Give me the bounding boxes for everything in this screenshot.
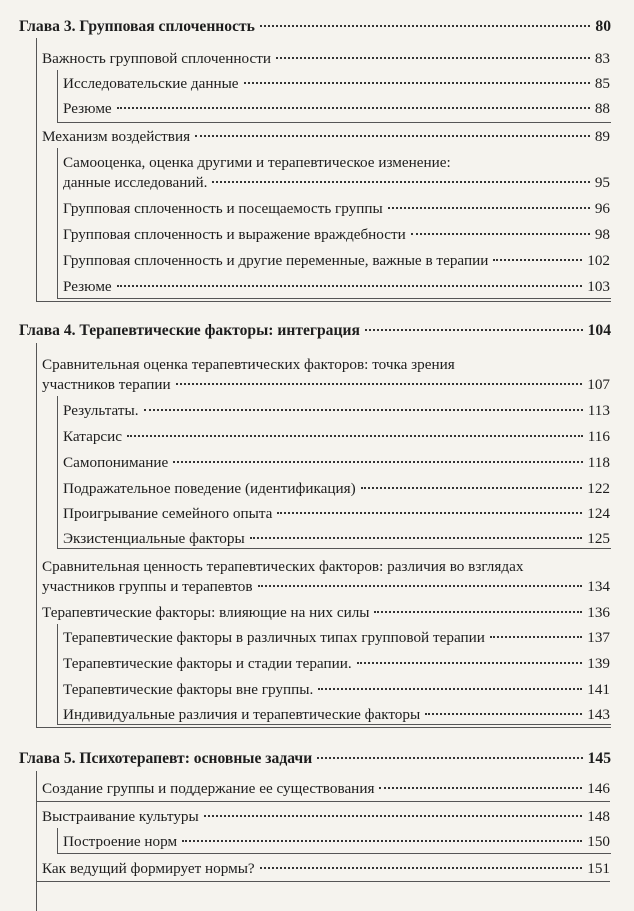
section-underline xyxy=(36,801,610,802)
toc-subsection xyxy=(63,478,610,499)
toc-subsection xyxy=(63,98,610,119)
toc-title: Как ведущий формирует нормы? xyxy=(42,860,255,877)
dot-leader xyxy=(374,611,582,613)
dot-leader xyxy=(260,867,583,869)
toc-section xyxy=(42,806,610,827)
toc-title: участников группы и терапевтов xyxy=(42,578,253,595)
toc-page-number: 113 xyxy=(587,402,610,419)
toc-subsection xyxy=(63,400,610,421)
toc-title: Построение норм xyxy=(63,833,178,850)
toc-page-number: 103 xyxy=(587,278,610,295)
toc-section-line1: Сравнительная ценность терапевтических факторов: различия во взглядах xyxy=(42,558,524,575)
toc-title: данные исследований. xyxy=(63,174,208,191)
toc-title: Подражательное поведение (идентификация) xyxy=(63,480,356,497)
toc-subsection xyxy=(63,198,610,219)
toc-section xyxy=(42,374,610,395)
toc-page-number: 151 xyxy=(587,860,610,877)
toc-title: Выстраивание культуры xyxy=(42,808,199,825)
toc-subsection xyxy=(63,503,610,524)
dot-leader xyxy=(260,25,590,27)
toc-page-number: 125 xyxy=(587,530,610,547)
toc-page-number: 89 xyxy=(594,128,610,145)
toc-page-number: 143 xyxy=(587,706,610,723)
toc-title: Важность групповой сплоченности xyxy=(42,50,271,67)
toc-title: Проигрывание семейного опыта xyxy=(63,505,273,522)
dot-leader xyxy=(117,107,590,109)
dot-leader xyxy=(490,636,582,638)
toc-title: Результаты. xyxy=(63,402,139,419)
toc-title: Катарсис xyxy=(63,428,123,445)
toc-title: Групповая сплоченность и выражение враждебности xyxy=(63,226,406,243)
toc-title: Терапевтические факторы вне группы. xyxy=(63,681,314,698)
dot-leader xyxy=(212,181,589,183)
toc-subsection xyxy=(63,224,610,245)
toc-page-number: 136 xyxy=(587,604,610,621)
toc-page-number: 145 xyxy=(587,750,611,767)
dot-leader xyxy=(117,285,583,287)
dot-leader xyxy=(244,82,590,84)
toc-section xyxy=(42,48,610,69)
toc-subsection xyxy=(63,627,610,648)
toc-section xyxy=(42,858,610,879)
toc-chapter-3 xyxy=(19,16,611,37)
toc-page-number: 137 xyxy=(587,629,610,646)
toc-subsection xyxy=(63,276,610,297)
toc-chapter-5 xyxy=(19,748,611,769)
toc-subsection-line1: Самооценка, оценка другими и терапевтическое изменение: xyxy=(63,154,451,171)
toc-subsection xyxy=(63,426,610,447)
toc-page-number: 95 xyxy=(594,174,610,191)
toc-title: Терапевтические факторы: влияющие на них силы xyxy=(42,604,370,621)
toc-subsection xyxy=(63,528,610,549)
toc-subsection xyxy=(63,831,610,852)
dot-leader xyxy=(250,537,583,539)
toc-page-number: 150 xyxy=(587,833,610,850)
dot-leader xyxy=(379,787,582,789)
dot-leader xyxy=(361,487,583,489)
toc-subsection xyxy=(63,452,610,473)
toc-page-number: 122 xyxy=(587,480,610,497)
toc-title: Глава 5. Психотерапевт: основные задачи xyxy=(19,750,313,767)
toc-page-number: 139 xyxy=(587,655,610,672)
dot-leader xyxy=(144,409,583,411)
toc-title: участников терапии xyxy=(42,376,171,393)
dot-leader xyxy=(127,435,583,437)
dot-leader xyxy=(204,815,583,817)
toc-subsection xyxy=(63,679,610,700)
toc-title: Глава 3. Групповая сплоченность xyxy=(19,18,255,35)
toc-page-number: 102 xyxy=(587,252,610,269)
toc-page-number: 98 xyxy=(594,226,610,243)
dot-leader xyxy=(493,259,582,261)
toc-page-number: 80 xyxy=(595,18,611,35)
toc-page-number: 85 xyxy=(594,75,610,92)
toc-page-number: 146 xyxy=(587,780,610,797)
toc-section xyxy=(42,126,610,147)
dot-leader xyxy=(318,688,582,690)
toc-section xyxy=(42,576,610,597)
toc-page-number: 104 xyxy=(587,322,611,339)
toc-title: Самопонимание xyxy=(63,454,169,471)
toc-subsection xyxy=(63,704,610,725)
toc-page-number: 83 xyxy=(594,50,610,67)
dot-leader xyxy=(182,840,582,842)
dot-leader xyxy=(357,662,583,664)
dot-leader xyxy=(317,757,582,759)
toc-title: Резюме xyxy=(63,100,112,117)
toc-page-number: 134 xyxy=(587,578,610,595)
toc-subsection xyxy=(63,653,610,674)
section-underline xyxy=(36,881,610,882)
dot-leader xyxy=(365,329,583,331)
toc-page-number: 124 xyxy=(587,505,610,522)
dot-leader xyxy=(276,57,590,59)
toc-page-number: 141 xyxy=(587,681,610,698)
toc-title: Экзистенциальные факторы xyxy=(63,530,245,547)
toc-title: Глава 4. Терапевтические факторы: интеграция xyxy=(19,322,360,339)
toc-title: Терапевтические факторы и стадии терапии. xyxy=(63,655,352,672)
toc-subsection xyxy=(63,172,610,193)
toc-title: Индивидуальные различия и терапевтические факторы xyxy=(63,706,421,723)
toc-chapter-4 xyxy=(19,320,611,341)
toc-title: Резюме xyxy=(63,278,112,295)
toc-subsection xyxy=(63,73,610,94)
toc-page-number: 116 xyxy=(587,428,610,445)
toc-title: Групповая сплоченность и другие переменные, важные в терапии xyxy=(63,252,489,269)
toc-page-number: 107 xyxy=(587,376,610,393)
toc-section xyxy=(42,778,610,799)
toc-title: Терапевтические факторы в различных типах групповой терапии xyxy=(63,629,485,646)
toc-page-number: 148 xyxy=(587,808,610,825)
toc-title: Исследовательские данные xyxy=(63,75,239,92)
toc-page-number: 88 xyxy=(594,100,610,117)
toc-subsection xyxy=(63,250,610,271)
dot-leader xyxy=(277,512,582,514)
dot-leader xyxy=(195,135,590,137)
toc-page-number: 118 xyxy=(587,454,610,471)
toc-title: Создание группы и поддержание ее существования xyxy=(42,780,375,797)
toc-title: Групповая сплоченность и посещаемость группы xyxy=(63,200,383,217)
dot-leader xyxy=(258,585,583,587)
toc-section xyxy=(42,602,610,623)
dot-leader xyxy=(173,461,582,463)
dot-leader xyxy=(176,383,583,385)
dot-leader xyxy=(388,207,590,209)
toc-title: Механизм воздействия xyxy=(42,128,191,145)
toc-section-line1: Сравнительная оценка терапевтических факторов: точка зрения xyxy=(42,356,455,373)
dot-leader xyxy=(425,713,582,715)
dot-leader xyxy=(411,233,590,235)
toc-page-number: 96 xyxy=(594,200,610,217)
